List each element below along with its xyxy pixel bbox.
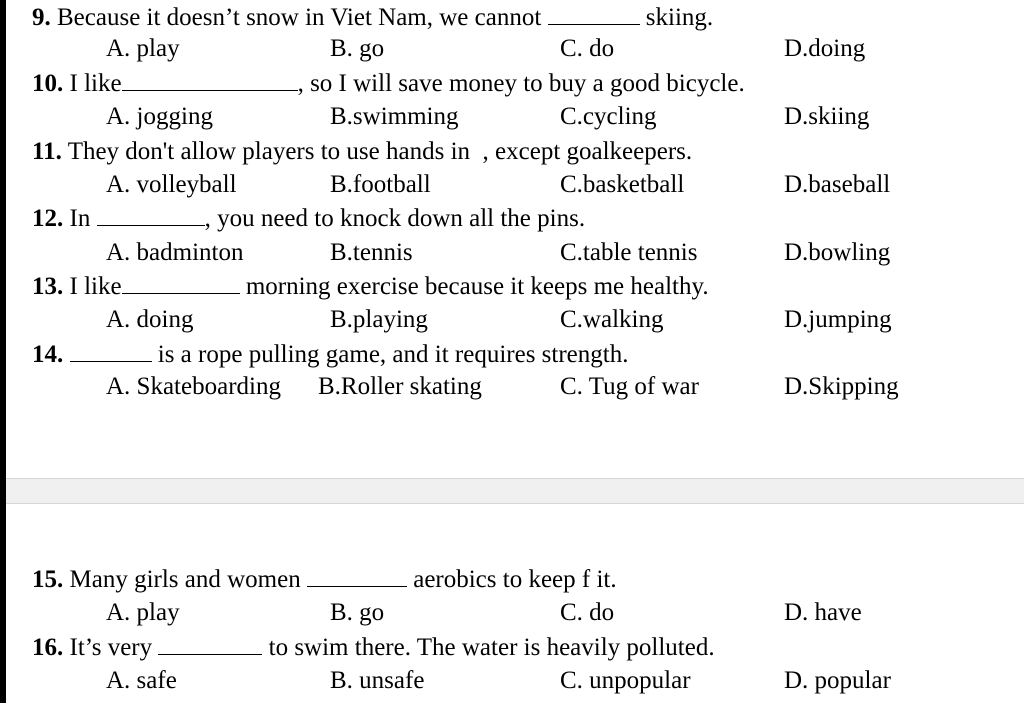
question-stem-before: In — [69, 205, 97, 232]
question-stem-after: skiing. — [639, 4, 714, 31]
question-number: 12. — [32, 205, 64, 232]
question-number: 10. — [32, 70, 64, 97]
answer-blank — [548, 2, 640, 25]
question-10 — [32, 68, 745, 99]
answer-blank — [307, 564, 407, 587]
question-stem-before: They don't allow players to use hands in , except goalkeepers. — [67, 138, 693, 165]
option-a: A. doing — [106, 306, 194, 333]
option-a: A. volleyball — [106, 171, 237, 198]
question-number: 15. — [32, 566, 64, 593]
option-b: B.tennis — [330, 239, 413, 266]
question-number: 16. — [32, 634, 64, 661]
question-stem-after: to swim there. The water is heavily polluted. — [262, 634, 715, 661]
option-d: D.bowling — [784, 239, 891, 266]
question-number: 13. — [32, 273, 64, 300]
option-b: B.Roller skating — [318, 373, 482, 400]
option-d: D.jumping — [784, 306, 892, 333]
option-b: B. go — [330, 599, 385, 626]
option-b: B.football — [330, 171, 431, 198]
option-a: A. safe — [106, 667, 177, 694]
question-stem-before: It’s very — [69, 634, 159, 661]
option-a: A. badminton — [106, 239, 244, 266]
question-12 — [32, 203, 585, 234]
question-14 — [32, 339, 628, 370]
question-9 — [32, 2, 713, 33]
answer-blank — [158, 632, 262, 655]
question-stem-before: I like — [69, 70, 122, 97]
question-stem-before: Many girls and women — [69, 566, 307, 593]
option-a: A. play — [106, 599, 180, 626]
question-stem-after: morning exercise because it keeps me healthy. — [239, 273, 709, 300]
question-number: 11. — [32, 138, 62, 165]
option-a: A. play — [106, 35, 180, 62]
option-c: C.walking — [560, 306, 664, 333]
answer-blank — [70, 339, 152, 362]
option-a: A. jogging — [106, 103, 213, 130]
option-c: C. Tug of war — [560, 373, 699, 400]
question-stem-before: Because it doesn’t snow in Viet Nam, we cannot — [57, 4, 548, 31]
question-stem-after: is a rope pulling game, and it requires strength. — [151, 341, 629, 368]
option-c: C. do — [560, 599, 615, 626]
answer-blank — [122, 271, 240, 294]
question-11 — [32, 137, 692, 167]
option-d: D. popular — [784, 667, 891, 694]
option-b: B.swimming — [330, 103, 459, 130]
option-c: C. do — [560, 35, 615, 62]
question-16 — [32, 632, 715, 663]
option-d: D.skiing — [784, 103, 870, 130]
question-stem-after: aerobics to keep f it. — [406, 566, 617, 593]
question-13 — [32, 271, 709, 302]
option-d: D.baseball — [784, 171, 891, 198]
option-b: B. unsafe — [330, 667, 425, 694]
option-d: D. have — [784, 599, 862, 626]
page-separator — [6, 478, 1024, 504]
option-c: C. unpopular — [560, 667, 691, 694]
question-stem-after: , you need to knock down all the pins. — [204, 205, 586, 232]
option-c: C.basketball — [560, 171, 685, 198]
page-bottom[interactable] — [6, 504, 1024, 703]
option-b: B. go — [330, 35, 385, 62]
page-top[interactable] — [6, 0, 1024, 478]
question-stem-after: , so I will save money to buy a good bicycle. — [297, 70, 745, 97]
option-a: A. Skateboarding — [106, 373, 281, 400]
option-c: C.table tennis — [560, 239, 698, 266]
option-c: C.cycling — [560, 103, 657, 130]
answer-blank — [97, 203, 205, 226]
question-number: 9. — [32, 4, 51, 31]
answer-blank — [122, 68, 298, 91]
question-stem-before: I like — [69, 273, 122, 300]
question-number: 14. — [32, 341, 64, 368]
option-d: D.doing — [784, 35, 866, 62]
option-d: D.Skipping — [784, 373, 899, 400]
question-15 — [32, 564, 617, 595]
option-b: B.playing — [330, 306, 428, 333]
